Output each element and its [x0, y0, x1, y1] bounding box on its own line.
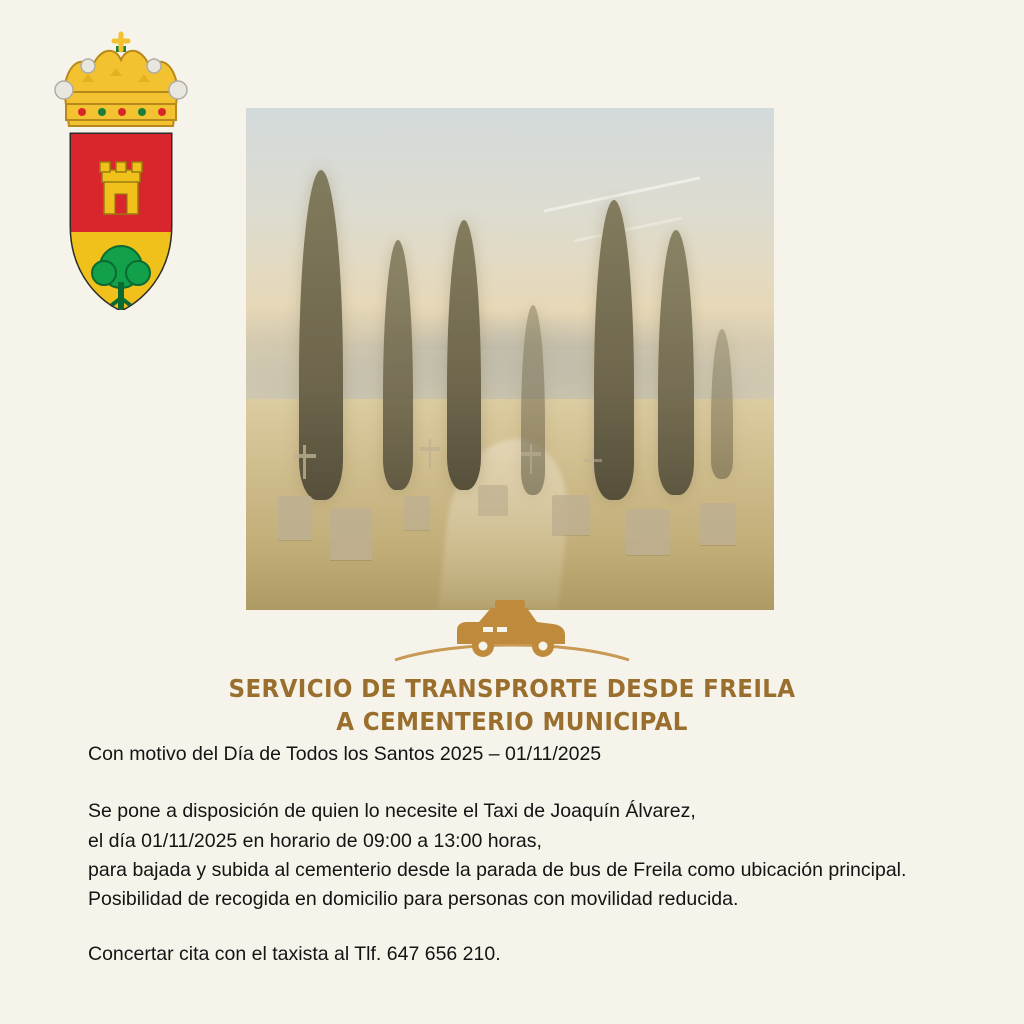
paragraph-line-4: Posibilidad de recogida en domicilio para personas con movilidad reducida.	[88, 888, 739, 910]
gravestone	[552, 495, 590, 535]
crown-icon	[55, 34, 187, 126]
gravestone	[404, 496, 430, 530]
shield-icon	[66, 130, 178, 310]
taxi-icon-wrap	[0, 600, 1024, 666]
paragraph-line-2: el día 01/11/2025 en horario de 09:00 a 13:00 horas,	[88, 829, 542, 852]
tower-charge	[100, 162, 142, 214]
grave-cross	[584, 451, 602, 479]
gravestone	[330, 508, 372, 560]
gravestone	[278, 496, 312, 540]
contact-line: Concertar cita con el taxista al Tlf. 647 656 210.	[88, 943, 501, 966]
gravestone	[478, 485, 508, 515]
body-text	[88, 740, 968, 970]
gravestone	[700, 503, 736, 545]
cemetery-photo	[246, 108, 774, 610]
paragraph-line-1: Se pone a disposición de quien lo necesite el Taxi de Joaquín Álvarez,	[88, 800, 696, 823]
subtitle-line: Con motivo del Día de Todos los Santos 2025 – 01/11/2025	[88, 743, 602, 765]
taxi-icon	[387, 600, 637, 666]
crest-svg	[36, 30, 206, 310]
cypress-tree	[711, 329, 733, 479]
grave-cross	[294, 445, 316, 479]
headline-line-1: SERVICIO DE TRANSPRORTE DESDE FREILA	[228, 674, 796, 703]
coat-of-arms	[36, 30, 206, 310]
grave-cross	[420, 439, 440, 469]
page-title	[41, 672, 983, 738]
grave-cross	[521, 444, 541, 474]
spacer	[88, 769, 968, 797]
headline-line-2: A CEMENTERIO MUNICIPAL	[336, 707, 688, 736]
gravestone	[626, 509, 670, 555]
paragraph-line-3: para bajada y subida al cementerio desde la parada de bus de Freila como ubicación principal.	[88, 858, 907, 881]
spacer	[88, 914, 968, 940]
